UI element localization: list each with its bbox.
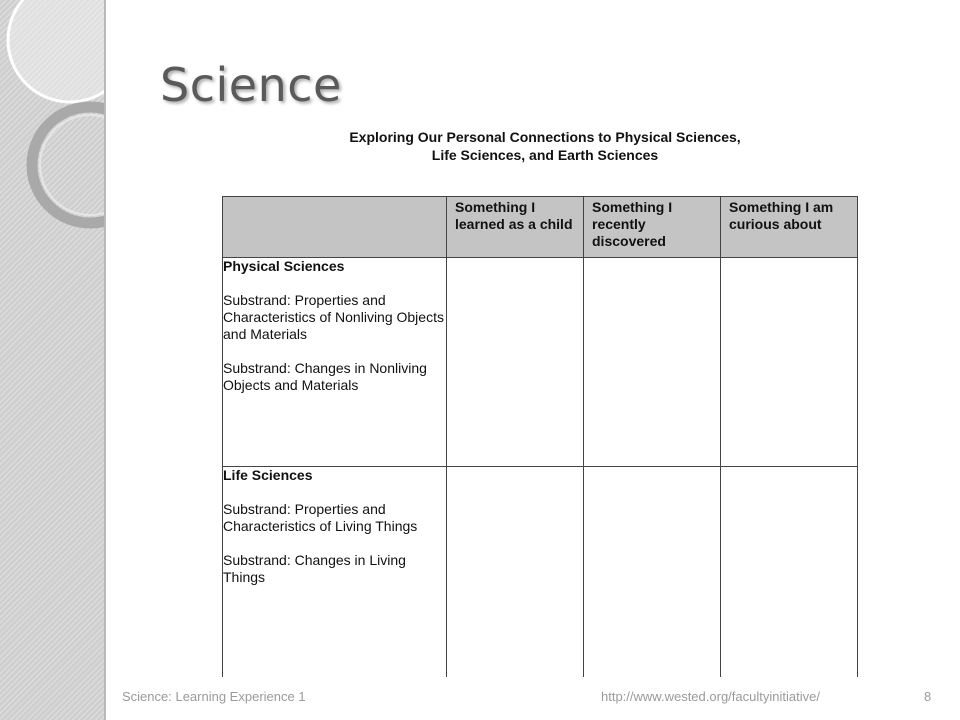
footer-url: http://www.wested.org/facultyinitiative/ xyxy=(601,689,820,704)
empty-response-cell xyxy=(721,467,858,678)
worksheet-heading xyxy=(300,128,790,164)
empty-response-cell xyxy=(721,258,858,467)
header-corner-cell xyxy=(223,197,447,258)
row-header-life-sciences xyxy=(223,467,447,678)
table-row-physical-sciences xyxy=(223,258,858,467)
worksheet-heading-line-1: Exploring Our Personal Connections to Physical Sciences, xyxy=(349,129,741,145)
decorative-side-band xyxy=(0,0,106,720)
footer-course-label: Science: Learning Experience 1 xyxy=(122,689,306,704)
column-header-learned-as-child: Something I learned as a child xyxy=(447,197,584,258)
empty-response-cell xyxy=(584,467,721,678)
substrand-label: Substrand: Properties and Characteristics of Nonliving Objects and Materials xyxy=(223,292,444,342)
empty-response-cell xyxy=(447,258,584,467)
substrand-label: Substrand: Properties and Characteristics of Living Things xyxy=(223,501,418,534)
empty-response-cell xyxy=(584,258,721,467)
slide-title: Science xyxy=(160,58,342,112)
worksheet-table xyxy=(222,196,858,677)
slide-number: 8 xyxy=(924,689,932,704)
row-title: Life Sciences xyxy=(223,467,313,483)
row-title: Physical Sciences xyxy=(223,258,345,274)
table-header-row xyxy=(223,197,858,258)
column-header-curious-about: Something I am curious about xyxy=(721,197,858,258)
worksheet-heading-line-2: Life Sciences, and Earth Sciences xyxy=(431,147,659,163)
substrand-label: Substrand: Changes in Nonliving Objects and Materials xyxy=(223,360,427,393)
decorative-circles xyxy=(0,0,104,720)
row-header-physical-sciences xyxy=(223,258,447,467)
empty-response-cell xyxy=(447,467,584,678)
column-header-recently-discovered: Something I recently discovered xyxy=(584,197,721,258)
substrand-label: Substrand: Changes in Living Things xyxy=(223,552,406,585)
table-row-life-sciences xyxy=(223,467,858,678)
